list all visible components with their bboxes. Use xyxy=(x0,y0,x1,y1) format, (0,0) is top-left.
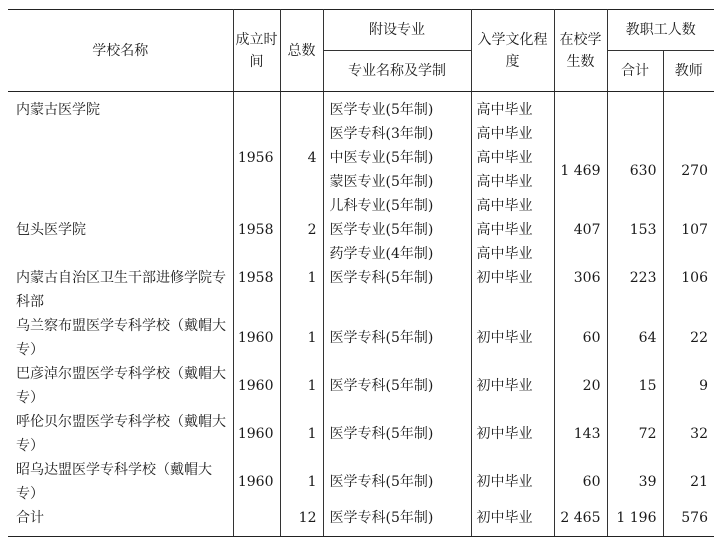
founded-year: 1960 xyxy=(233,362,280,410)
major-item: 儿科专业(5年制) xyxy=(323,194,471,218)
major-count: 1 xyxy=(280,362,323,410)
staff-count: 39 xyxy=(607,458,663,506)
major-item: 蒙医专业(5年制) xyxy=(323,170,471,194)
major-item: 中医专业(5年制) xyxy=(323,146,471,170)
student-count: 2 465 xyxy=(554,506,607,537)
major-count: 4 xyxy=(280,92,323,219)
header-entry-education: 入学文化程度 xyxy=(471,10,554,92)
total-row-label: 合计 xyxy=(8,506,233,537)
entry-education: 高中毕业 xyxy=(471,242,554,266)
teacher-count: 576 xyxy=(663,506,714,537)
student-count: 407 xyxy=(554,218,607,242)
empty-cell xyxy=(663,242,714,266)
entry-education: 高中毕业 xyxy=(471,92,554,123)
medical-schools-table xyxy=(8,9,714,537)
entry-education: 初中毕业 xyxy=(471,506,554,537)
student-count: 1 469 xyxy=(554,92,607,219)
student-count: 306 xyxy=(554,266,607,314)
founded-year: 1958 xyxy=(233,266,280,314)
founded-year xyxy=(233,506,280,537)
header-major-name-duration: 专业名称及学制 xyxy=(323,51,471,92)
major-item: 医学专科(5年制) xyxy=(323,314,471,362)
major-item: 医学专科(5年制) xyxy=(323,266,471,314)
entry-education: 初中毕业 xyxy=(471,314,554,362)
major-count: 1 xyxy=(280,458,323,506)
empty-cell xyxy=(607,242,663,266)
header-majors-group: 附设专业 xyxy=(323,10,471,51)
teacher-count: 22 xyxy=(663,314,714,362)
founded-year: 1960 xyxy=(233,458,280,506)
major-item: 医学专业(5年制) xyxy=(323,218,471,242)
entry-education: 高中毕业 xyxy=(471,170,554,194)
entry-education: 初中毕业 xyxy=(471,410,554,458)
staff-count: 223 xyxy=(607,266,663,314)
student-count: 143 xyxy=(554,410,607,458)
entry-education: 初中毕业 xyxy=(471,458,554,506)
major-item: 医学专科(5年制) xyxy=(323,410,471,458)
teacher-count: 106 xyxy=(663,266,714,314)
school-name: 内蒙古自治区卫生干部进修学院专科部 xyxy=(8,266,233,314)
major-item: 医学专科(3年制) xyxy=(323,122,471,146)
teacher-count: 9 xyxy=(663,362,714,410)
school-name: 乌兰察布盟医学专科学校（戴帽大专） xyxy=(8,314,233,362)
major-item: 医学专科(5年制) xyxy=(323,506,471,537)
header-total: 总数 xyxy=(280,10,323,92)
staff-count: 630 xyxy=(607,92,663,219)
school-name: 内蒙古医学院 xyxy=(8,92,233,219)
entry-education: 初中毕业 xyxy=(471,362,554,410)
founded-year: 1958 xyxy=(233,218,280,242)
header-students: 在校学生数 xyxy=(554,10,607,92)
empty-cell xyxy=(280,242,323,266)
teacher-count: 32 xyxy=(663,410,714,458)
staff-count: 64 xyxy=(607,314,663,362)
staff-count: 1 196 xyxy=(607,506,663,537)
founded-year: 1960 xyxy=(233,410,280,458)
entry-education: 高中毕业 xyxy=(471,122,554,146)
school-name: 包头医学院 xyxy=(8,218,233,266)
major-item: 医学专科(5年制) xyxy=(323,458,471,506)
staff-count: 15 xyxy=(607,362,663,410)
student-count: 60 xyxy=(554,314,607,362)
header-founded-year: 成立时间 xyxy=(233,10,280,92)
teacher-count: 21 xyxy=(663,458,714,506)
teacher-count: 270 xyxy=(663,92,714,219)
major-count: 1 xyxy=(280,266,323,314)
header-staff-group: 教职工人数 xyxy=(607,10,714,51)
school-name: 昭乌达盟医学专科学校（戴帽大专） xyxy=(8,458,233,506)
header-staff-total: 合计 xyxy=(607,51,663,92)
major-count: 1 xyxy=(280,410,323,458)
major-count: 1 xyxy=(280,314,323,362)
major-item: 医学专业(5年制) xyxy=(323,92,471,123)
major-count: 12 xyxy=(280,506,323,537)
entry-education: 高中毕业 xyxy=(471,218,554,242)
founded-year: 1960 xyxy=(233,314,280,362)
empty-cell xyxy=(554,242,607,266)
staff-count: 72 xyxy=(607,410,663,458)
student-count: 20 xyxy=(554,362,607,410)
student-count: 60 xyxy=(554,458,607,506)
school-name: 巴彦淖尔盟医学专科学校（戴帽大专） xyxy=(8,362,233,410)
header-teachers: 教师 xyxy=(663,51,714,92)
major-count: 2 xyxy=(280,218,323,242)
entry-education: 初中毕业 xyxy=(471,266,554,314)
school-name: 呼伦贝尔盟医学专科学校（戴帽大专） xyxy=(8,410,233,458)
entry-education: 高中毕业 xyxy=(471,146,554,170)
header-school-name: 学校名称 xyxy=(8,10,233,92)
founded-year: 1956 xyxy=(233,92,280,219)
teacher-count: 107 xyxy=(663,218,714,242)
empty-cell xyxy=(233,242,280,266)
major-item: 医学专科(5年制) xyxy=(323,362,471,410)
staff-count: 153 xyxy=(607,218,663,242)
entry-education: 高中毕业 xyxy=(471,194,554,218)
major-item: 药学专业(4年制) xyxy=(323,242,471,266)
